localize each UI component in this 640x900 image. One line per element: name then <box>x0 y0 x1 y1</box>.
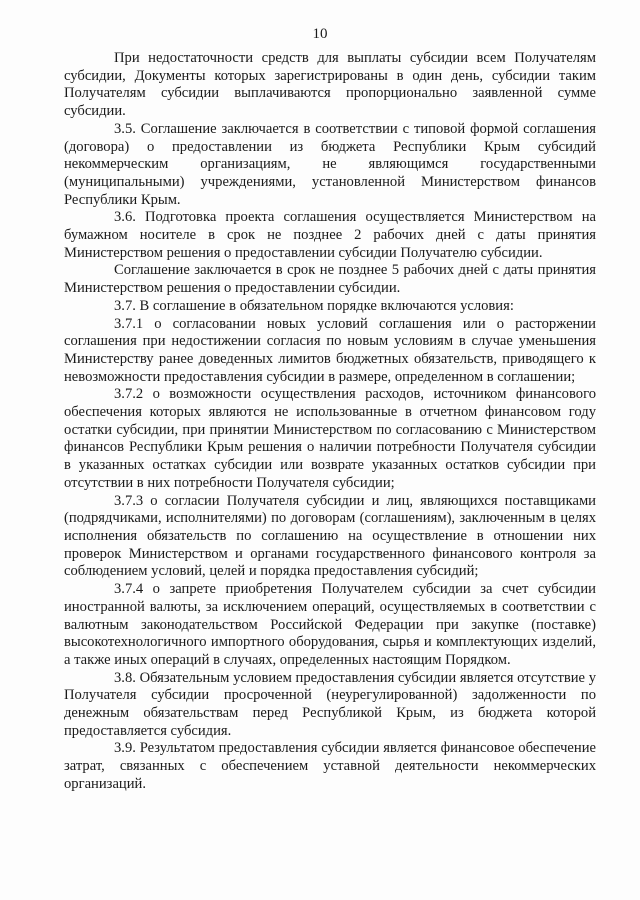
page-number: 10 <box>312 26 328 42</box>
paragraph-3-9: 3.9. Результатом предоставления субсидии является финансовое обеспечение затрат, связанных с обеспечением уставной деятельности некоммерческих организаций. <box>64 740 596 792</box>
paragraph-insufficient-funds: При недостаточности средств для выплаты субсидии всем Получателям субсидии, Документы которых зарегистрированы в один день, субсидии таким Получателям субсидии выплачиваются пропорционально заявленной сумме субсидии. <box>64 50 596 120</box>
paragraph-3-6: 3.6. Подготовка проекта соглашения осуществляется Министерством на бумажном носителе в срок не позднее 2 рабочих дней с даты принятия Министерством решения о предоставлении субсидии Получателю субсидии. <box>64 209 596 261</box>
document-body <box>64 50 596 794</box>
paragraph-agreement-term: Соглашение заключается в срок не позднее 5 рабочих дней с даты принятия Министерством решения о предоставлении субсидии. <box>64 262 596 297</box>
paragraph-3-8: 3.8. Обязательным условием предоставления субсидии является отсутствие у Получателя субсидии просроченной (неурегулированной) задолженности по денежным обязательствам перед Республикой Крым, из бюджета которой предоставляется субсидия. <box>64 669 596 739</box>
paragraph-3-5: 3.5. Соглашение заключается в соответствии с типовой формой соглашения (договора) о предоставлении из бюджета Республики Крым субсидий некоммерческим организациям, не являющимся государственными (муниципальными) учреждениями, установленной Министерством финансов Республики Крым. <box>64 120 596 208</box>
paragraph-3-7-4: 3.7.4 о запрете приобретения Получателем субсидии за счет субсидии иностранной валюты, за исключением операций, осуществляемых в соответствии с валютным законодательством Российской Федерации при закупке (поставке) высокотехнологичного импортного оборудования, сырья и комплектующих изделий, а также иных операций в случаях, определенных настоящим Порядком. <box>64 581 596 668</box>
paragraph-3-7: 3.7. В соглашение в обязательном порядке включаются условия: <box>114 297 514 314</box>
paragraph-3-7-2: 3.7.2 о возможности осуществления расходов, источником финансового обеспечения которых являются не использованные в отчетном финансовом году остатки субсидии, при принятии Министерством по согласованию с Министерством финансов Республики Крым решения о наличии потребности Получателя субсидии в указанных остатках субсидии или возврате указанных остатков субсидии при отсутствии в них потребности Получателя субсидии; <box>64 386 596 491</box>
paragraph-3-7-3: 3.7.3 о согласии Получателя субсидии и лиц, являющихся поставщиками (подрядчиками, исполнителями) по договорам (соглашениям), заключенным в целях исполнения обязательств по соглашению на осуществление в отношении них проверок Министерством и органами государственного финансового контроля за соблюдением условий, целей и порядка предоставления субсидий; <box>64 492 596 580</box>
paragraph-3-7-1: 3.7.1 о согласовании новых условий соглашения или о расторжении соглашения при недостижении согласия по новым условиям в случае уменьшения Министерству ранее доведенных лимитов бюджетных обязательств, приводящего к невозможности предоставления субсидии в размере, определенном в соглашении; <box>64 315 596 385</box>
